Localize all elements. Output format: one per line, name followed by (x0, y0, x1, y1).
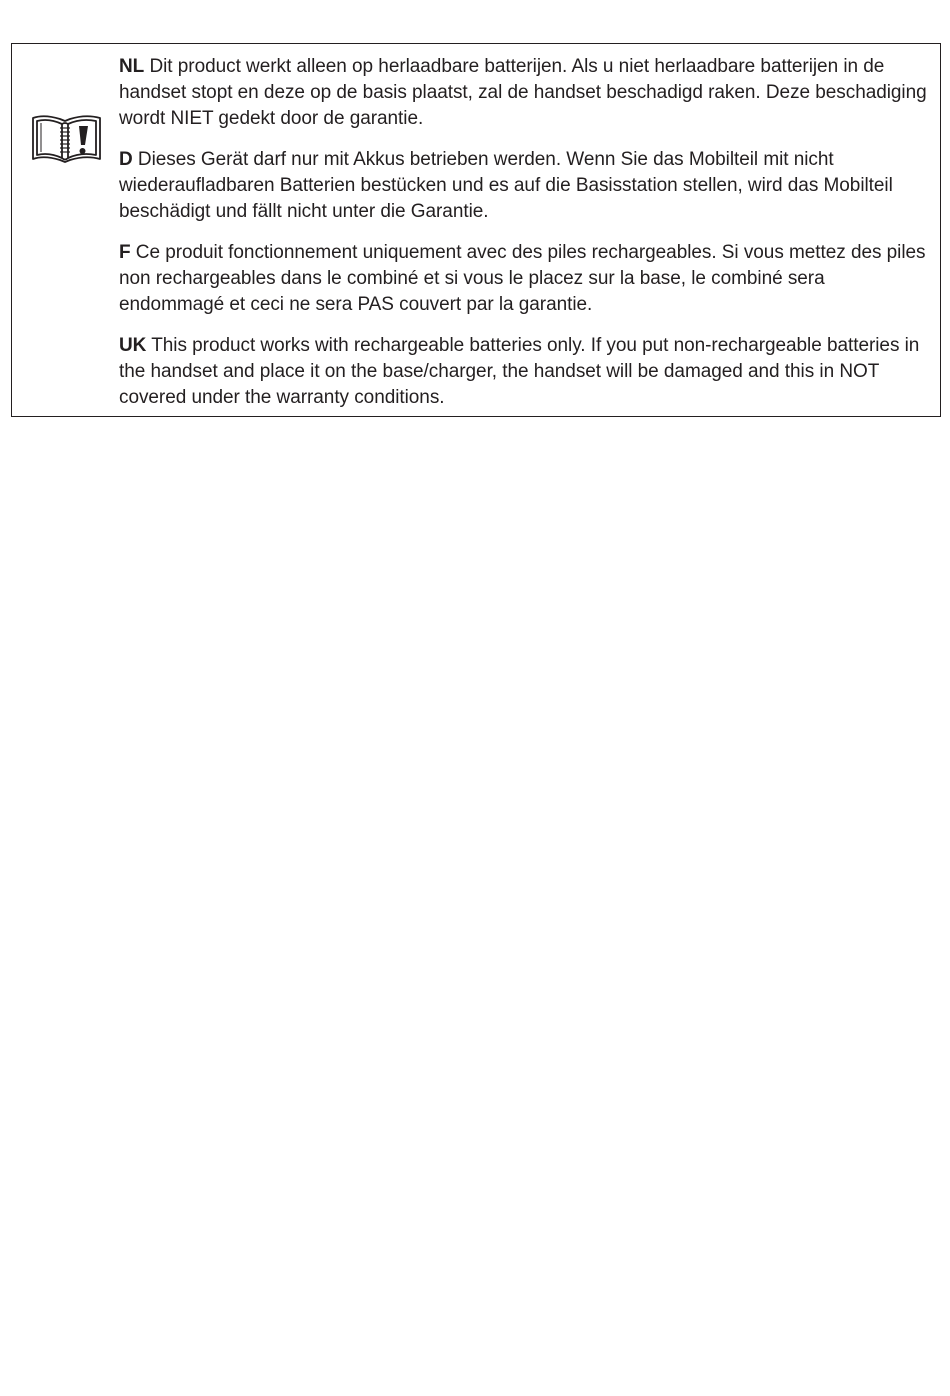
manual-warning-icon (30, 113, 104, 167)
battery-warning-notice (11, 43, 941, 417)
notice-text-column (119, 54, 933, 411)
notice-uk-text: This product works with rechargeable batteries only. If you put non-rechargeable batteries in the handset and place it on the base/charger, the handset will be damaged and this in NOT covered under the warranty conditions. (119, 335, 920, 408)
language-code-f: F (119, 242, 131, 263)
language-code-nl: NL (119, 56, 145, 77)
notice-d (119, 147, 933, 225)
notice-nl-text: Dit product werkt alleen op herlaadbare batterijen. Als u niet herlaadbare batterijen in de handset stopt en deze op de basis plaatst, zal de handset beschadigd raken. Deze beschadiging wordt NIET gedekt door de garantie. (119, 56, 927, 129)
notice-nl (119, 54, 933, 132)
language-code-d: D (119, 149, 133, 170)
notice-d-text: Dieses Gerät darf nur mit Akkus betrieben werden. Wenn Sie das Mobilteil mit nicht wiederaufladbaren Batterien bestücken und es auf die Basisstation stellen, wird das Mobilteil beschädigt und fällt nicht unter die Garantie. (119, 149, 893, 222)
notice-uk (119, 333, 933, 411)
notice-f-text: Ce produit fonctionnement uniquement avec des piles rechargeables. Si vous mettez des piles non rechargeables dans le combiné et si vous le placez sur la base, le combiné sera endommagé et ceci ne sera PAS couvert par la garantie. (119, 242, 926, 315)
notice-f (119, 240, 933, 318)
language-code-uk: UK (119, 335, 147, 356)
